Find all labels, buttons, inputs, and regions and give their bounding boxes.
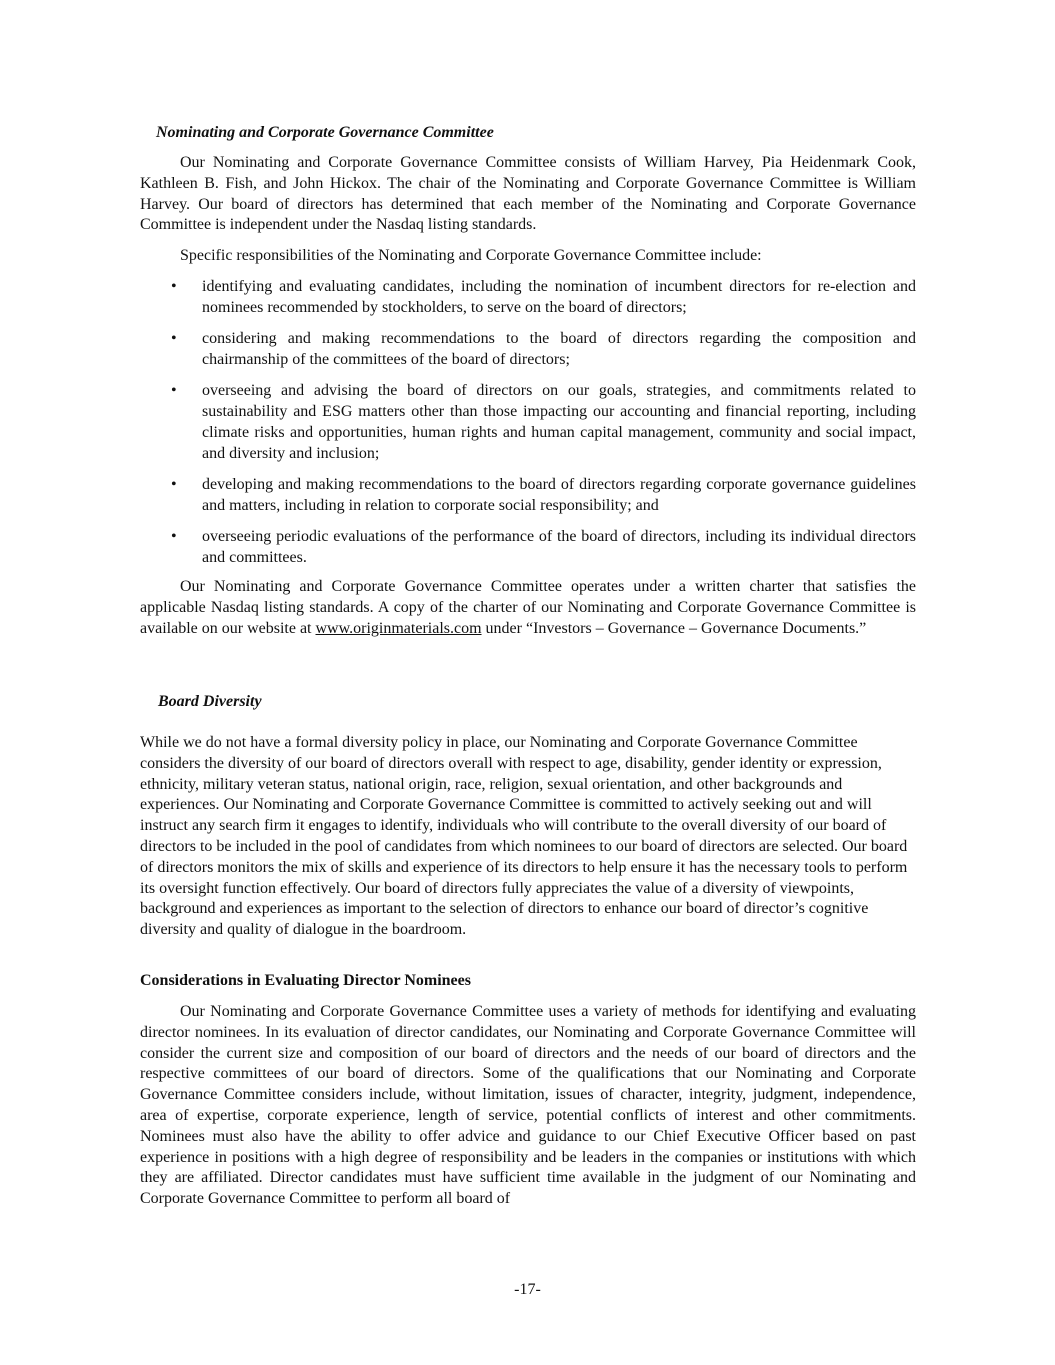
responsibility-text: developing and making recommendations to the board of directors regarding corporate governance guidelines and matters, including in relation to corporate social responsibility; and	[202, 475, 916, 514]
page-number: -17-	[514, 1281, 541, 1298]
responsibility-text: overseeing and advising the board of directors on our goals, strategies, and commitments related to sustainability and ESG matters other than those impacting our accounting and financial reporting, including climate risks and opportunities, human rights and human capital management, community and social impact, and diversity and inclusion;	[202, 382, 916, 462]
bullet-icon: •	[171, 475, 177, 493]
responsibility-text: identifying and evaluating candidates, including the nomination of incumbent directors for re-election and nominees recommended by stockholders, to serve on the board of directors;	[202, 278, 916, 316]
list-item	[140, 381, 916, 464]
charter-text-before: Our Nominating and Corporate Governance Committee operates under a written charter that satisfies the applicable Nasdaq listing standards. A copy of the charter of our Nominating and Corporate Governance Committee is available on our website at	[140, 578, 916, 637]
website-link[interactable]: www.originmaterials.com	[315, 619, 482, 637]
ngc-intro-paragraph: Our Nominating and Corporate Governance Committee consists of William Harvey, Pia Heidenmark Cook, Kathleen B. Fish, and John Hickox. The chair of the Nominating and Corporate Governance Committee is William Harvey. Our board of directors has determined that each member of the Nominating and Corporate Governance Committee is independent under the Nasdaq listing standards.	[140, 154, 916, 234]
bullet-icon: •	[171, 382, 177, 400]
nominees-paragraph: Our Nominating and Corporate Governance Committee uses a variety of methods for identifying and evaluating director nominees. In its evaluation of director candidates, our Nominating and Corporate Governance Committee will consider the current size and composition of our board of directors and the needs of our board of directors and the respective committees of our board of directors. Some of the qualifications that our Nominating and Corporate Governance Committee considers include, without limitation, issues of character, integrity, judgment, independence, area of expertise, corporate experience, length of service, potential conflicts of interest and other commitments. Nominees must also have the ability to offer advice and guidance to our Chief Executive Officer based on past experience in positions with a high degree of responsibility and be leaders in the companies or institutions with which they are affiliated. Director candidates must have sufficient time available in the judgment of our Nominating and Corporate Governance Committee to perform all board of	[140, 1003, 916, 1208]
responsibility-text: considering and making recommendations to the board of directors regarding the composition and chairmanship of the committees of the board of directors;	[202, 330, 916, 368]
bullet-icon: •	[171, 330, 177, 348]
list-item	[140, 475, 916, 517]
responsibility-text: overseeing periodic evaluations of the performance of the board of directors, including its individual directors and committees.	[202, 527, 916, 566]
responsibilities-list	[140, 277, 916, 579]
ngc-heading: Nominating and Corporate Governance Committee	[156, 124, 494, 141]
board-diversity-paragraph: While we do not have a formal diversity policy in place, our Nominating and Corporate Governance Committee considers the diversity of our board of directors overall with respect to age, disability, gender identity or expression, ethnicity, military veteran status, national origin, race, religion, sexual orientation, and other backgrounds and experiences. Our Nominating and Corporate Governance Committee is committed to actively seeking out and will instruct any search firm it engages to identify, individuals who will contribute to the overall diversity of our board of directors to be included in the pool of candidates from which nominees to our board of directors are selected. Our board of directors monitors the mix of skills and experience of its directors to help ensure it has the necessary tools to perform its oversight function effectively. Our board of directors fully appreciates the value of a diversity of viewpoints, background and experiences as important to the selection of directors to enhance our board of director’s cognitive diversity and quality of dialogue in the boardroom.	[140, 734, 908, 939]
board-diversity-heading: Board Diversity	[158, 693, 262, 710]
charter-text-after: under “Investors – Governance – Governance Documents.”	[481, 619, 867, 637]
bullet-icon: •	[171, 278, 177, 295]
list-item	[140, 329, 916, 371]
nominees-heading: Considerations in Evaluating Director Nominees	[140, 972, 471, 989]
bullet-icon: •	[171, 527, 177, 545]
responsibilities-intro: Specific responsibilities of the Nominating and Corporate Governance Committee include:	[180, 247, 762, 264]
list-item	[140, 277, 916, 319]
charter-paragraph	[140, 577, 916, 639]
list-item	[140, 527, 916, 569]
